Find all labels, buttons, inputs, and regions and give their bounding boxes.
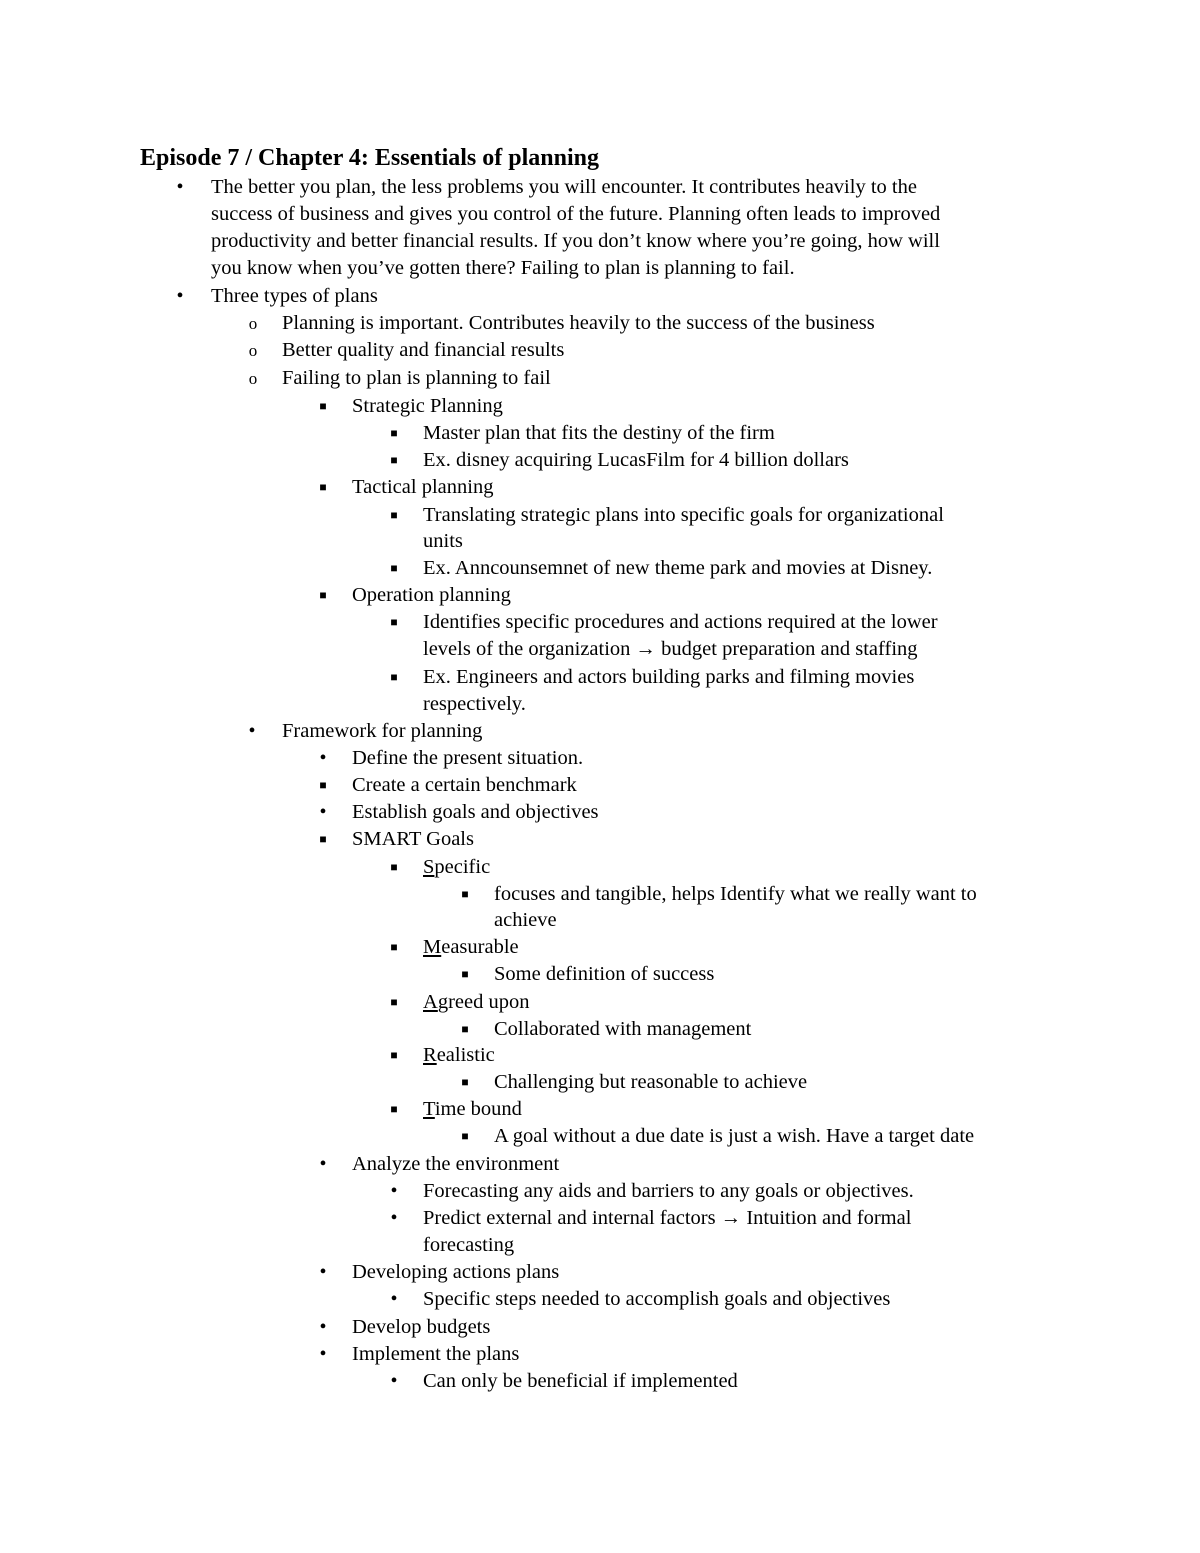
- list-item-continuation: respectively.: [423, 693, 526, 715]
- list-item: focuses and tangible, helps Identify what we really want to: [494, 883, 977, 905]
- bullet-dot-icon: •: [176, 176, 184, 198]
- list-item: Better quality and financial results: [282, 339, 565, 361]
- bullet-circle-icon: o: [248, 369, 258, 388]
- bullet-square-icon: ■: [390, 995, 398, 1009]
- list-item: Some definition of success: [494, 963, 715, 985]
- intro-line: you know when you’ve gotten there? Failing to plan is planning to fail.: [211, 257, 795, 279]
- bullet-square-icon: ■: [390, 1048, 398, 1062]
- list-item: Translating strategic plans into specific goals for organizational: [423, 504, 944, 526]
- intro-line: The better you plan, the less problems you will encounter. It contributes heavily to the: [211, 176, 917, 198]
- list-item: Ex. Engineers and actors building parks and filming movies: [423, 666, 915, 688]
- bullet-square-icon: ■: [461, 1075, 469, 1089]
- list-item: Create a certain benchmark: [352, 774, 577, 796]
- smart-item-time-bound: [423, 1096, 522, 1123]
- smart-word-rest: pecific: [434, 856, 491, 878]
- bullet-dot-icon: •: [319, 1343, 327, 1365]
- list-item-continuation: forecasting: [423, 1234, 515, 1256]
- list-item: Ex. disney acquiring LucasFilm for 4 billion dollars: [423, 449, 849, 471]
- smart-word-rest: greed upon: [437, 991, 530, 1013]
- bullet-square-icon: ■: [461, 887, 469, 901]
- intro-line: productivity and better financial results. If you don’t know where you’re going, how will: [211, 230, 940, 252]
- list-item-framework: Framework for planning: [282, 720, 483, 742]
- list-item-budgets: Develop budgets: [352, 1316, 491, 1338]
- bullet-square-icon: ■: [390, 453, 398, 467]
- list-item-operation: Operation planning: [352, 584, 511, 606]
- bullet-dot-icon: •: [390, 1207, 398, 1229]
- bullet-square-icon: ■: [390, 1102, 398, 1116]
- bullet-dot-icon: •: [390, 1370, 398, 1392]
- list-item: Master plan that fits the destiny of the firm: [423, 422, 775, 444]
- bullet-square-icon: ■: [390, 940, 398, 954]
- list-item-three-types: Three types of plans: [211, 285, 378, 307]
- smart-letter: M: [423, 936, 442, 958]
- bullet-square-icon: ■: [319, 832, 327, 846]
- list-item: Specific steps needed to accomplish goals and objectives: [423, 1288, 891, 1310]
- list-item: Collaborated with management: [494, 1018, 752, 1040]
- smart-item-specific: [423, 854, 490, 881]
- bullet-dot-icon: •: [248, 720, 256, 742]
- list-item: Define the present situation.: [352, 747, 584, 769]
- bullet-square-icon: ■: [390, 860, 398, 874]
- bullet-dot-icon: •: [319, 1261, 327, 1283]
- list-item-tactical: Tactical planning: [352, 476, 494, 498]
- intro-line: success of business and gives you control of the future. Planning often leads to improved: [211, 203, 941, 225]
- bullet-square-icon: ■: [319, 778, 327, 792]
- list-item: Challenging but reasonable to achieve: [494, 1071, 808, 1093]
- list-item: Can only be beneficial if implemented: [423, 1370, 738, 1392]
- bullet-square-icon: ■: [390, 426, 398, 440]
- bullet-square-icon: ■: [319, 480, 327, 494]
- smart-item-measurable: [423, 934, 519, 961]
- list-item: Identifies specific procedures and actions required at the lower: [423, 611, 938, 633]
- list-item-strategic: Strategic Planning: [352, 395, 503, 417]
- smart-letter: S: [423, 856, 435, 878]
- smart-letter: A: [423, 991, 438, 1013]
- bullet-square-icon: ■: [461, 1129, 469, 1143]
- smart-item-realistic: [423, 1042, 495, 1069]
- smart-word-rest: ime bound: [434, 1098, 522, 1120]
- smart-letter: T: [423, 1098, 435, 1120]
- bullet-square-icon: ■: [319, 399, 327, 413]
- bullet-square-icon: ■: [319, 588, 327, 602]
- smart-word-rest: ealistic: [436, 1044, 495, 1066]
- page-title: Episode 7 / Chapter 4: Essentials of planning: [140, 145, 599, 171]
- list-item: Forecasting any aids and barriers to any goals or objectives.: [423, 1180, 914, 1202]
- bullet-square-icon: ■: [390, 508, 398, 522]
- list-item-continuation: units: [423, 530, 463, 552]
- list-item: Planning is important. Contributes heavily to the success of the business: [282, 312, 875, 334]
- list-item-analyze: Analyze the environment: [352, 1153, 560, 1175]
- smart-item-agreed: [423, 989, 529, 1016]
- bullet-dot-icon: •: [319, 801, 327, 823]
- list-item: Failing to plan is planning to fail: [282, 367, 551, 389]
- bullet-dot-icon: •: [390, 1180, 398, 1202]
- bullet-dot-icon: •: [319, 1316, 327, 1338]
- list-item-implement: Implement the plans: [352, 1343, 520, 1365]
- bullet-square-icon: ■: [461, 967, 469, 981]
- bullet-square-icon: ■: [461, 1022, 469, 1036]
- bullet-circle-icon: o: [248, 314, 258, 333]
- list-item-actions: Developing actions plans: [352, 1261, 560, 1283]
- bullet-dot-icon: •: [319, 747, 327, 769]
- bullet-dot-icon: •: [390, 1288, 398, 1310]
- list-item: Establish goals and objectives: [352, 801, 599, 823]
- bullet-dot-icon: •: [176, 285, 184, 307]
- list-item-continuation: achieve: [494, 909, 557, 931]
- list-item-continuation: levels of the organization → budget preparation and staffing: [423, 638, 918, 660]
- bullet-square-icon: ■: [390, 670, 398, 684]
- list-item: Predict external and internal factors → Intuition and formal: [423, 1207, 912, 1229]
- bullet-dot-icon: •: [319, 1153, 327, 1175]
- bullet-circle-icon: o: [248, 341, 258, 360]
- list-item: Ex. Anncounsemnet of new theme park and movies at Disney.: [423, 557, 933, 579]
- bullet-square-icon: ■: [390, 615, 398, 629]
- smart-word-rest: easurable: [441, 936, 519, 958]
- list-item-smart: SMART Goals: [352, 828, 474, 850]
- bullet-square-icon: ■: [390, 561, 398, 575]
- smart-letter: R: [423, 1044, 437, 1066]
- list-item: A goal without a due date is just a wish. Have a target date: [494, 1125, 975, 1147]
